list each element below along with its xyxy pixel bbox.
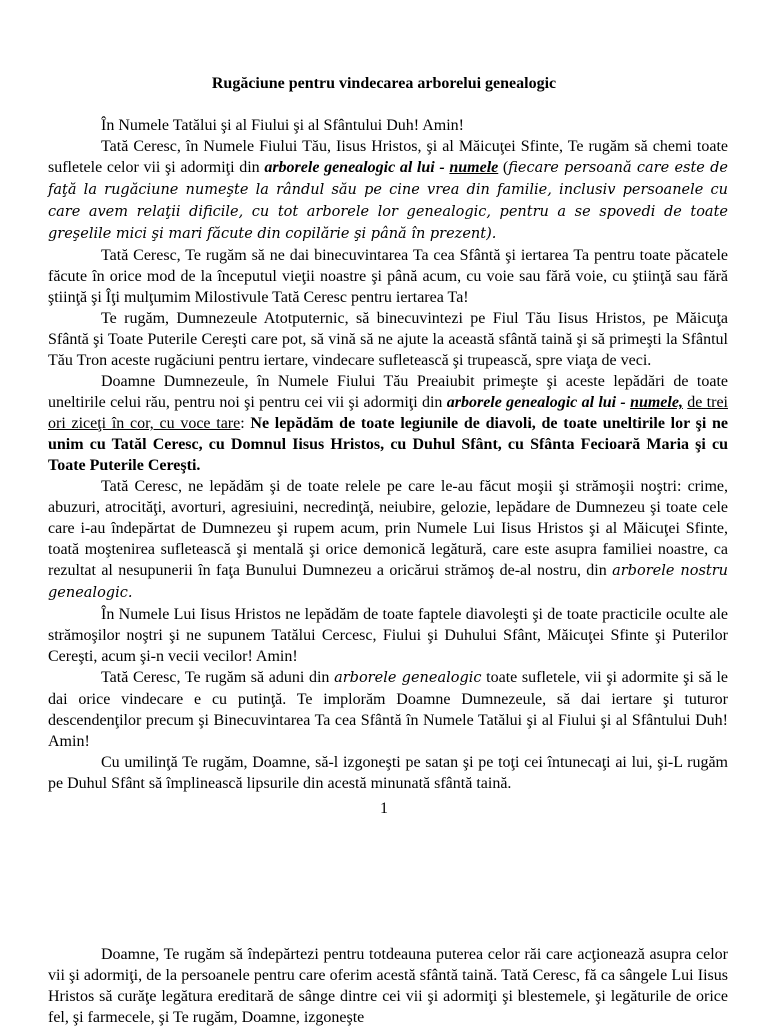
document-title: Rugăciune pentru vindecarea arborelui genealogic (211, 75, 557, 92)
paragraph-8-text: Tată Ceresc, Te rugăm să aduni din (101, 669, 335, 686)
paragraph-5 (48, 371, 728, 476)
paren-open: ( (498, 159, 509, 176)
paragraph-10 (48, 944, 728, 1028)
paragraph-4 (48, 308, 728, 371)
family-tree-phrase: arborele genealogic al lui - (446, 394, 631, 411)
document-body (48, 115, 728, 794)
paragraph-6 (48, 476, 728, 604)
paragraph-3 (48, 245, 728, 308)
paragraph-1-text: În Numele Tatălui şi al Fiului şi al Sfântului Duh! Amin! (101, 117, 464, 134)
page-number: 1 (380, 800, 388, 817)
paragraph-8 (48, 667, 728, 752)
family-tree-phrase: arborele genealogic al lui - (264, 159, 450, 176)
paragraph-3-text: Tată Ceresc, Te rugăm să ne dai binecuvintarea Ta cea Sfântă şi iertarea Ta pentru toate păcatele făcute în orice mod de la începutul vieţii noastre şi până acum, cu voie sau fără voie, cu ştiinţă sau fără ştiinţă şi Îţi mulţumim Milostivule Tată Ceresc pentru iertarea Ta! (48, 247, 728, 306)
paragraph-6-text: Tată Ceresc, ne lepădăm şi de toate relele pe care le-au făcut moşii şi strămoşii noştri: crime, abuzuri, atrocităţi, avorturi, agresiuini, necredinţă, neiubire, gelozie, lepădare de Dumnezeu şi toate cele care i-au îndepărtat de Dumnezeu şi rupem acum, prin Numele Lui Iisus Hristos şi al Măicuţei Sfinte, toată moştenirea sufletească şi mentală şi orice demonică legătură, care este asupra familiei noastre, ca rezultat al nesupunerii în faţa Bunului Dumnezeu a oricărui strămoş de-al nostru, din (48, 478, 728, 579)
renunciation-prayer: Ne lepădăm de toate legiunile de diavoli, de toate uneltirile lor şi ne unim cu Tatăl Ceresc, cu Domnul Iisus Hristos, cu Duhul Sfânt, cu Sfânta Fecioară Maria şi cu Toate Puterile Cereşti. (48, 415, 729, 474)
paragraph-9-text: Cu umilinţă Te rugăm, Doamne, să-l izgoneşti pe satan şi pe toţi cei întunecaţi ai lui, şi-L rugăm pe Duhul Sfânt să împlinească lipsurile din acestă minunată sfântă taină. (48, 754, 728, 792)
paragraph-2-text: Tată Ceresc, în Numele Fiului Tău, Iisus Hristos, şi al Măicuţei Sfinte, Te rugăm să chemi toate sufletele celor vii şi adormiţi din (48, 138, 728, 176)
paragraph-2 (48, 136, 728, 245)
paragraph-1 (48, 115, 728, 136)
instruction-note: fiecare persoană care este de faţă la rugăciune numeşte la rândul său pe cine vrea din familie, inclusiv persoanele cu care avem relaţii dificile, cu tot arborele lor genealogic, pentru a se spovedi de toate greşelile mici şi mari făcute din copilărie şi până în prezent). (48, 160, 729, 242)
name-placeholder: numele (449, 159, 499, 176)
paragraph-7-text: În Numele Lui Iisus Hristos ne lepădăm de toate faptele diavoleşti şi de toate practicile oculte ale strămoşilor noştri şi ne supunem Tatălui Cercesc, Fiului şi Duhului Sfânt, Măicuţei Sfinte şi Puterilor Cereşti, acum şi-n vecii vecilor! Amin! (48, 606, 728, 665)
name-placeholder: numele, (630, 394, 683, 411)
paragraph-4-text: Te rugăm, Dumnezeule Atotputernic, să binecuvintezi pe Fiul Tău Iisus Hristos, pe Măicuţa Sfântă şi Toate Puterile Cereşti care pot, să vină să ne ajute la această sfântă taină şi să primeşti la Sfântul Tău Tron aceste rugăciuni pentru iertare, vindecare sufletească şi trupească, spre viaţa de veci. (48, 310, 728, 369)
family-tree-phrase: arborele nostru genealogic. (48, 563, 728, 601)
colon: : (240, 415, 251, 432)
chorus-instruction: de trei ori ziceţi în cor, cu voce tare (48, 394, 728, 432)
paragraph-7 (48, 604, 728, 667)
paragraph-8-text-cont: toate sufletele, vii şi adormite şi să le dai orice vindecare e cu putinţă. Te implorăm Doamne Dumnezeule, să dai iertare şi tuturor descendenţilor precum şi Binecuvintarea Ta cea Sfântă în Numele Tatălui şi al Fiului şi al Sfântului Duh! Amin! (48, 669, 729, 750)
paragraph-5-text: Doamne Dumnezeule, în Numele Fiului Tău Preaiubit primeşte şi aceste lepădări de toate uneltirile celui rău, pentru noi şi pentru cei vii şi adormiţi din (48, 373, 728, 411)
next-page-body (48, 944, 728, 1028)
paragraph-9 (48, 752, 728, 794)
family-tree-phrase: arborele genealogic (334, 670, 482, 686)
paragraph-10-text: Doamne, Te rugăm să îndepărtezi pentru totdeauna puterea celor răi care acţionează asupra celor vii şi adormiţi, de la persoanele pentru care oferim acestă sfântă taină. Tată Ceresc, fă ca sângele Lui Iisus Hristos să curăţe legătura ereditară de sânge dintre cei vii şi adormiţi şi blestemele, şi legăturile de orice fel, şi farmecele, şi Te rugăm, Doamne, izgoneşte (48, 946, 728, 1026)
